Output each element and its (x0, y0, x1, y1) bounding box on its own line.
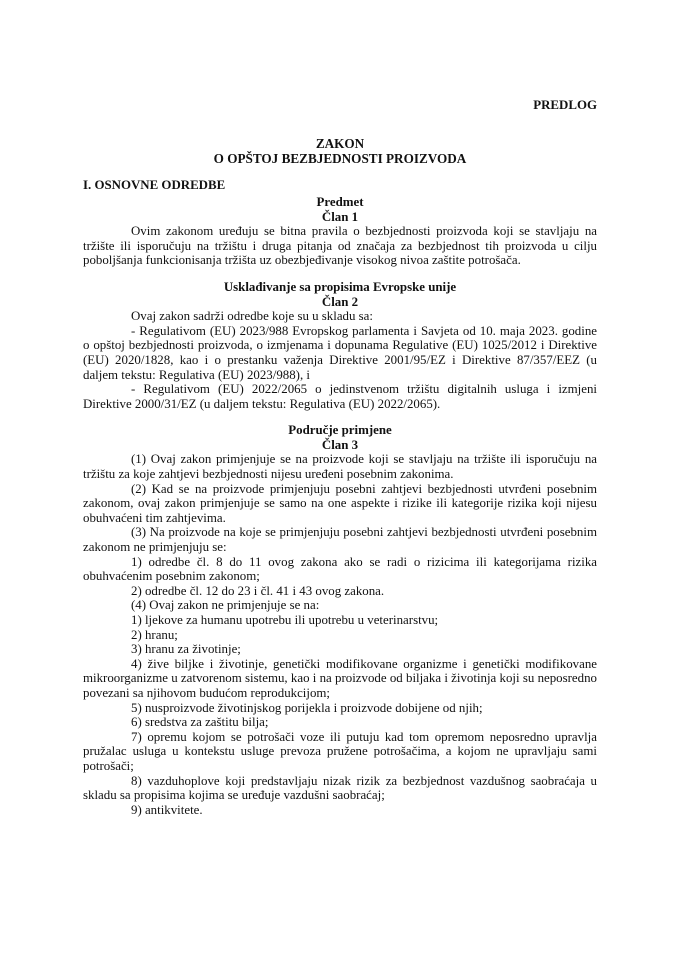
article-paragraph: (2) Kad se na proizvode primjenjuju posebni zahtjevi bezbjednosti utvrđeni posebnim zakonom, ovaj zakon primjenjuje se samo na one aspekte i rizike ili kategorije rizika koji nijesu obuhvaćeni tim zahtjevima. (83, 481, 597, 525)
list-item: (4) Ovaj zakon ne primjenjuje se na: (131, 598, 320, 613)
list-item: 2) odredbe čl. 12 do 23 i čl. 41 i 43 ovog zakona. (131, 583, 385, 598)
document-label: PREDLOG (533, 98, 597, 112)
section-heading: I. OSNOVNE ODREDBE (83, 178, 226, 193)
list-item: 1) odredbe čl. 8 do 11 ovog zakona ako se radi o rizicima ili kategorijama rizika obuhvaćenim posebnim zakonom; (83, 554, 597, 584)
article-number: Član 3 (321, 437, 359, 452)
list-item: 4) žive biljke i životinje, genetički modifikovane organizme i genetički modifikovane mikroorganizme u zatvorenom sistemu, kao i na proizvode od biljaka i životinja koji su neposredno povezani sa njihovom budućom reprodukcijom; (83, 656, 597, 700)
list-item: 5) nusproizvode životinjskog porijekla i proizvode dobijene od njih; (131, 700, 483, 715)
article-paragraph: Ovaj zakon sadrži odredbe koje su u skladu sa: (131, 309, 373, 324)
list-item: 9) antikvitete. (131, 802, 203, 817)
law-title-line2: O OPŠTOJ BEZBJEDNOSTI PROIZVODA (213, 150, 467, 166)
article-subject: Područje primjene (288, 423, 392, 438)
article-paragraph: (1) Ovaj zakon primjenjuje se na proizvode koji se stavljaju na tržište ili isporučuju na tržištu za koje zahtjevi bezbjednosti nijesu uređeni posebnim zakonima. (83, 452, 597, 482)
article-number: Član 2 (321, 294, 359, 309)
list-item: 6) sredstva za zaštitu bilja; (131, 715, 269, 730)
article-number: Član 1 (321, 209, 359, 224)
article-subject: Predmet (316, 194, 364, 209)
list-item: 3) hranu za životinje; (131, 642, 241, 657)
article-paragraph: - Regulativom (EU) 2022/2065 o jedinstvenom tržištu digitalnih usluga i izmjeni Direktive 2000/31/EZ (u daljem tekstu: Regulativa (EU) 2022/2065). (83, 382, 597, 411)
list-item: 2) hranu; (131, 627, 178, 642)
law-title-line1: ZAKON (315, 136, 365, 152)
list-item: 1) ljekove za humanu upotrebu ili upotrebu u veterinarstvu; (131, 613, 439, 627)
article-subject: Usklađivanje sa propisima Evropske unije (223, 279, 457, 294)
list-item: 8) vazduhoplove koji predstavljaju nizak rizik za bezbjednost vazdušnog saobraćaja u skladu sa propisima kojima se uređuje vazdušni saobraćaj; (83, 773, 597, 803)
article-paragraph: (3) Na proizvode na koje se primjenjuju posebni zahtjevi bezbjednosti utvrđeni posebnim zakonom ne primjenjuju se: (83, 525, 597, 555)
article-paragraph: Ovim zakonom uređuju se bitna pravila o bezbjednosti proizvoda koji se stavljaju na tržište ili isporučuju na tržištu i druga pitanja od značaja za bezbjednost tih proizvoda u cilju poboljšanja funkcionisanja tržišta uz obezbjeđivanje visokog nivoa zaštite potrošača. (83, 224, 597, 268)
list-item: 7) opremu kojom se potrošači voze ili putuju kad tom opremom neposredno upravlja pružalac usluga u kontekstu usluge prevoza pružene potrošačima, a kojom ne upravljaju sami potrošači; (83, 729, 597, 773)
document-page (83, 98, 597, 817)
article-paragraph: - Regulativom (EU) 2023/988 Evropskog parlamenta i Savjeta od 10. maja 2023. godine o opštoj bezbjednosti proizvoda, o izmjenama i dopunama Regulative (EU) 1025/2012 i Direktive (EU) 2020/1828, kao i o prestanku važenja Direktive 2001/95/EZ i Direktive 87/357/EEZ (u daljem tekstu: Regulativa (EU) 2023/988), i (83, 323, 597, 382)
